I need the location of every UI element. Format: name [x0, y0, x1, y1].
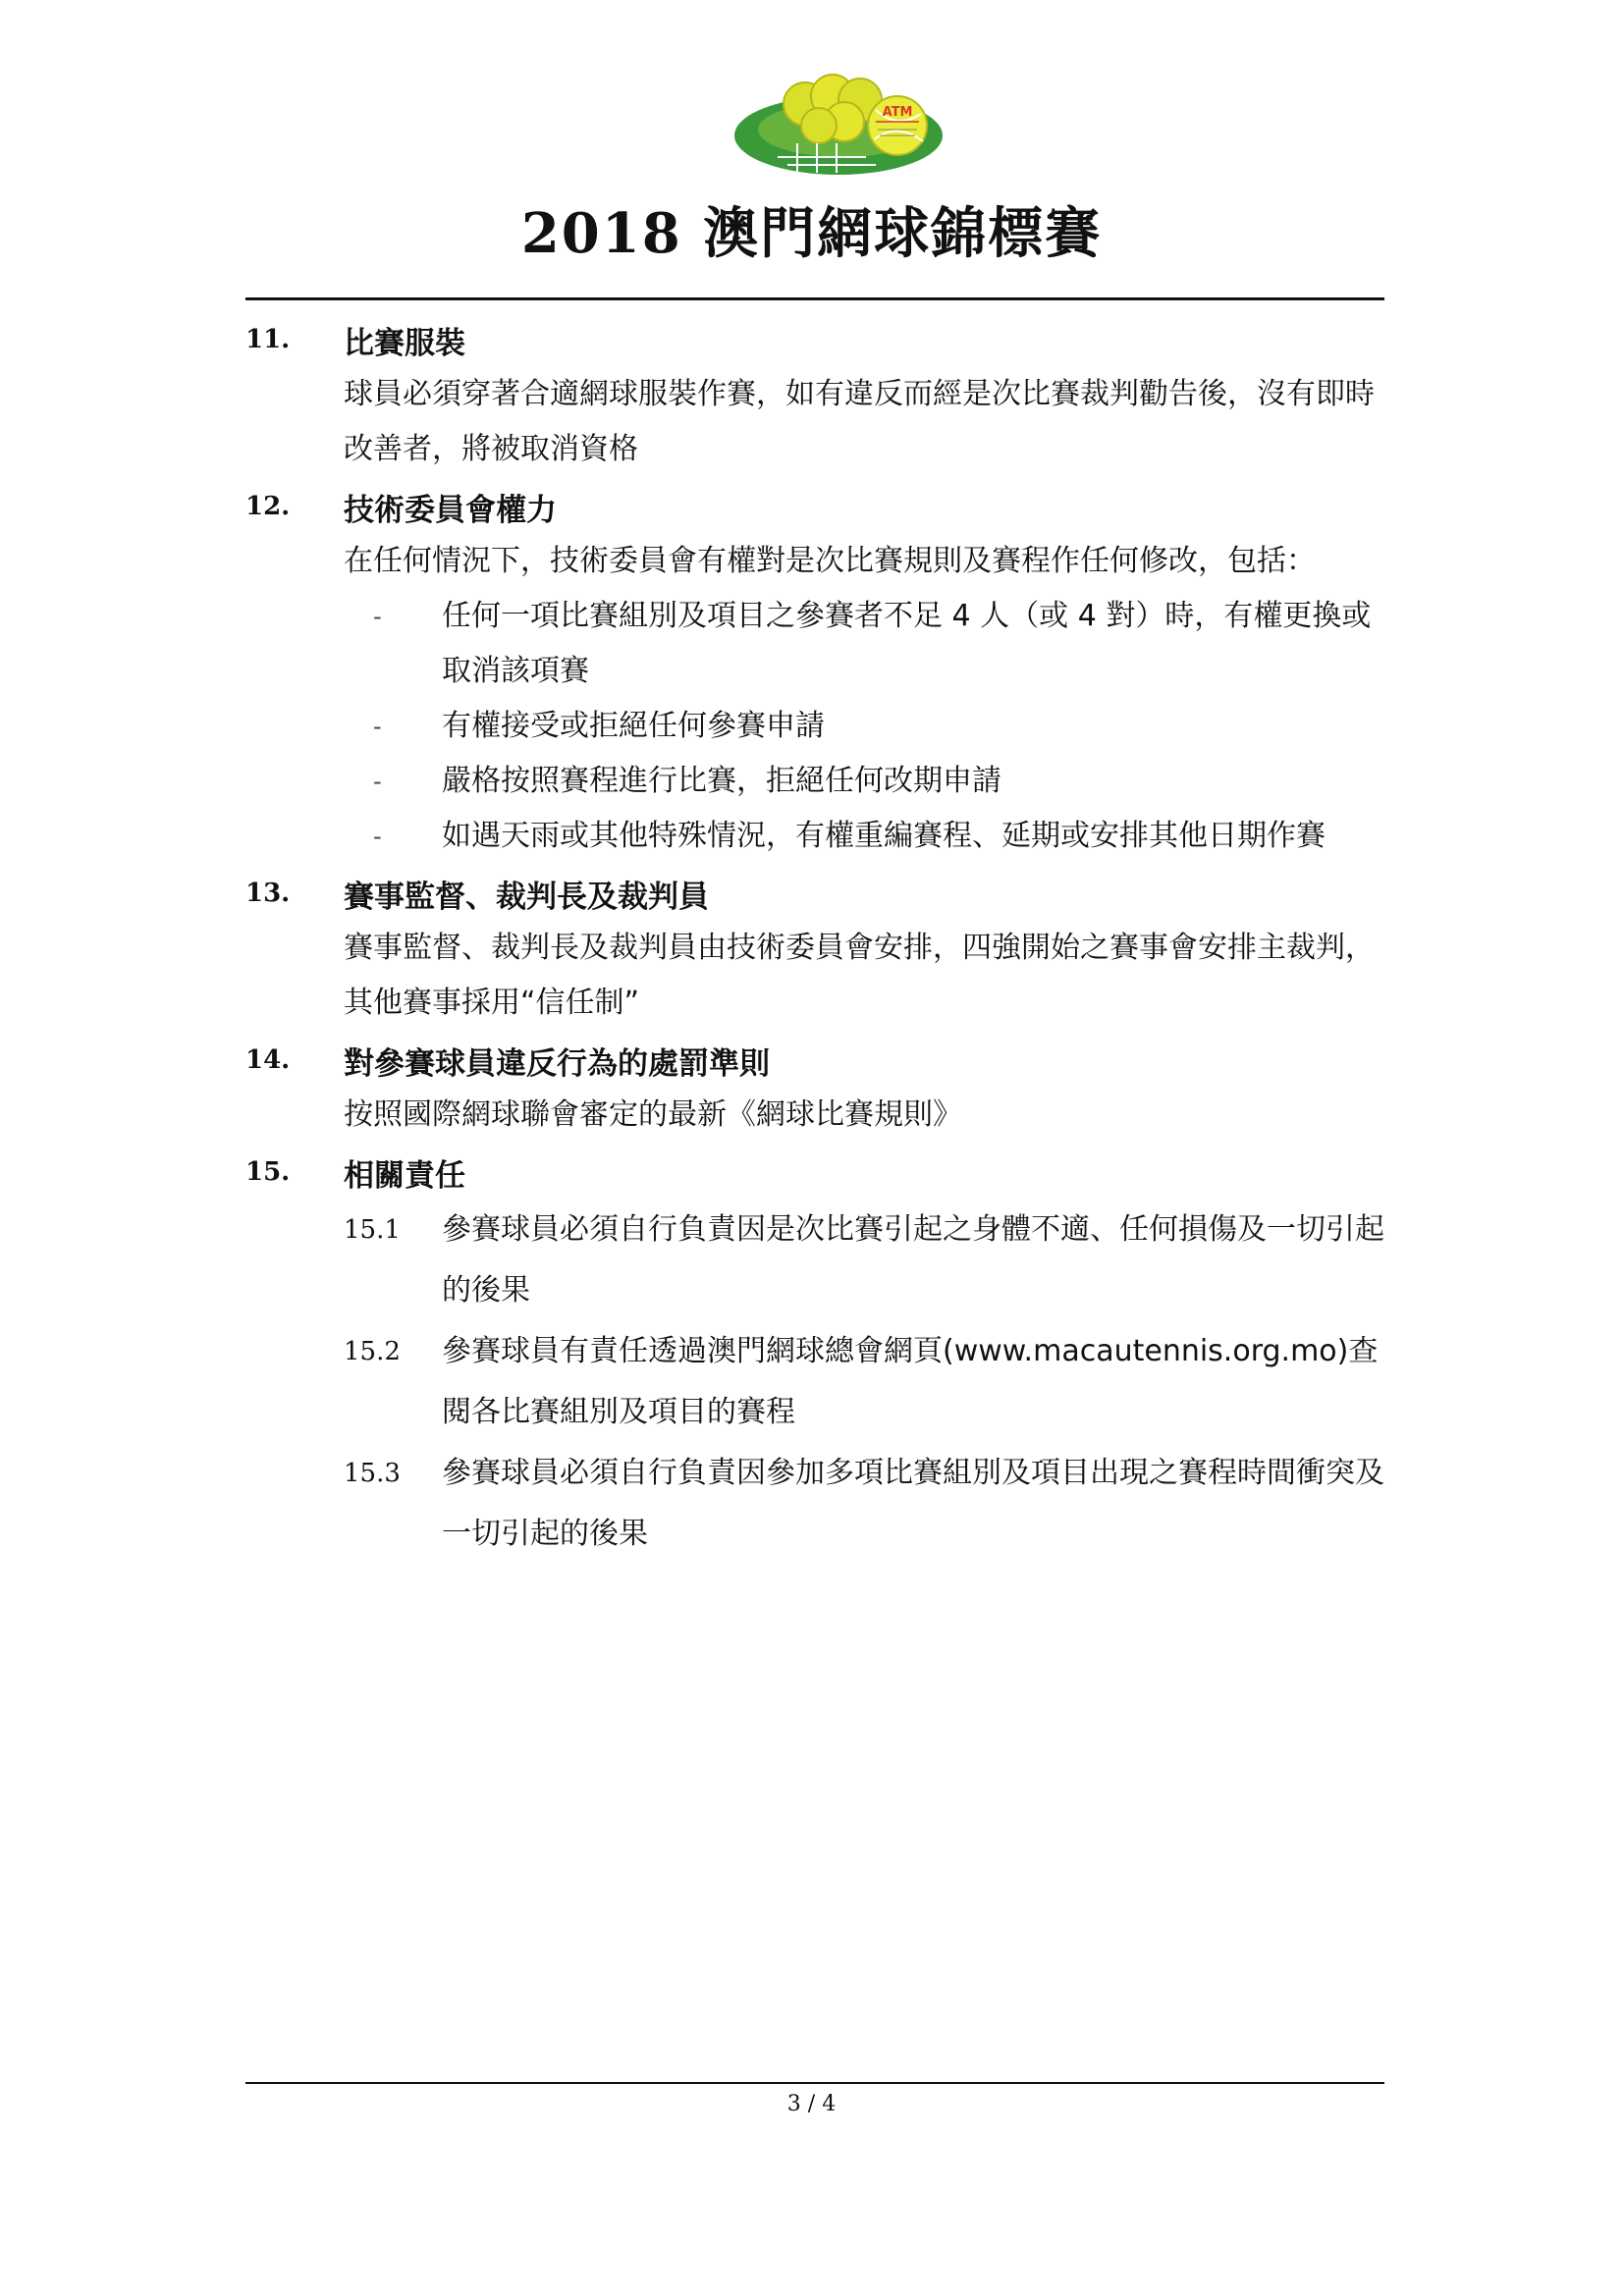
sub-item-number: 15.3	[344, 1459, 401, 1488]
rules-sections	[245, 312, 1384, 1567]
list-item	[373, 754, 1384, 809]
section-heading	[245, 312, 1384, 367]
list-item	[373, 809, 1384, 864]
section-heading	[245, 479, 1384, 534]
sub-item	[344, 1443, 1384, 1565]
section-15	[245, 1145, 1384, 1565]
sub-item-number: 15.1	[344, 1215, 401, 1245]
bullet-text: 任何一項比賽組別及項目之參賽者不足 4 人（或 4 對）時，有權更換或取消該項賽	[442, 599, 1372, 688]
section-number: 11.	[245, 325, 291, 354]
section-title: 賽事監督、裁判長及裁判員	[344, 879, 709, 915]
header-divider	[245, 297, 1384, 300]
section-number: 13.	[245, 879, 291, 908]
bullet-text: 如遇天雨或其他特殊情況，有權重編賽程、延期或安排其他日期作賽	[442, 819, 1325, 853]
section-title: 相關責任	[344, 1157, 465, 1194]
bullet-dash: -	[373, 603, 382, 630]
logo-text: ATM	[882, 105, 913, 120]
list-item	[373, 589, 1384, 699]
footer-divider	[245, 2082, 1384, 2084]
powers-list	[245, 589, 1384, 864]
document-title: 2018 澳門網球錦標賽	[520, 201, 1103, 266]
section-heading	[245, 1145, 1384, 1200]
section-number: 14.	[245, 1045, 291, 1075]
bullet-dash: -	[373, 768, 382, 795]
sub-item	[344, 1200, 1384, 1321]
section-paragraph: 在任何情況下，技術委員會有權對是次比賽規則及賽程作任何修改，包括：	[344, 544, 1316, 578]
sub-item	[344, 1321, 1384, 1443]
sub-item-text: 參賽球員有責任透過澳門網球總會網頁(www.macautennis.org.mo)查閱各比賽組別及項目的賽程	[442, 1334, 1379, 1429]
section-number: 15.	[245, 1157, 291, 1187]
sub-item-text: 參賽球員必須自行負責因參加多項比賽組別及項目出現之賽程時間衝突及一切引起的後果	[442, 1456, 1384, 1551]
sub-item-text: 參賽球員必須自行負責因是次比賽引起之身體不適、任何損傷及一切引起的後果	[442, 1212, 1384, 1308]
sub-item-number: 15.2	[344, 1337, 401, 1366]
section-heading	[245, 1033, 1384, 1088]
bullet-dash: -	[373, 713, 382, 740]
section-paragraph: 賽事監督、裁判長及裁判員由技術委員會安排，四強開始之賽事會安排主裁判，其他賽事採用“信任制”	[344, 931, 1375, 1020]
section-12	[245, 479, 1384, 864]
section-paragraph: 球員必須穿著合適網球服裝作賽，如有違反而經是次比賽裁判勸告後，沒有即時改善者，將被取消資格	[344, 377, 1375, 466]
section-title: 對參賽球員違反行為的處罰準則	[344, 1045, 770, 1082]
section-13	[245, 866, 1384, 1031]
section-number: 12.	[245, 492, 291, 521]
bullet-text: 嚴格按照賽程進行比賽，拒絕任何改期申請	[442, 764, 1001, 798]
section-14	[245, 1033, 1384, 1143]
page-number: 3 / 4	[786, 2092, 837, 2116]
bullet-dash: -	[373, 823, 382, 850]
bullet-text: 有權接受或拒絕任何參賽申請	[442, 709, 825, 743]
list-item	[373, 699, 1384, 754]
section-11	[245, 312, 1384, 477]
section-heading	[245, 866, 1384, 921]
section-paragraph: 按照國際網球聯會審定的最新《網球比賽規則》	[344, 1097, 962, 1132]
section-title: 比賽服裝	[344, 325, 465, 361]
association-logo	[729, 71, 956, 181]
section-title: 技術委員會權力	[344, 492, 557, 528]
